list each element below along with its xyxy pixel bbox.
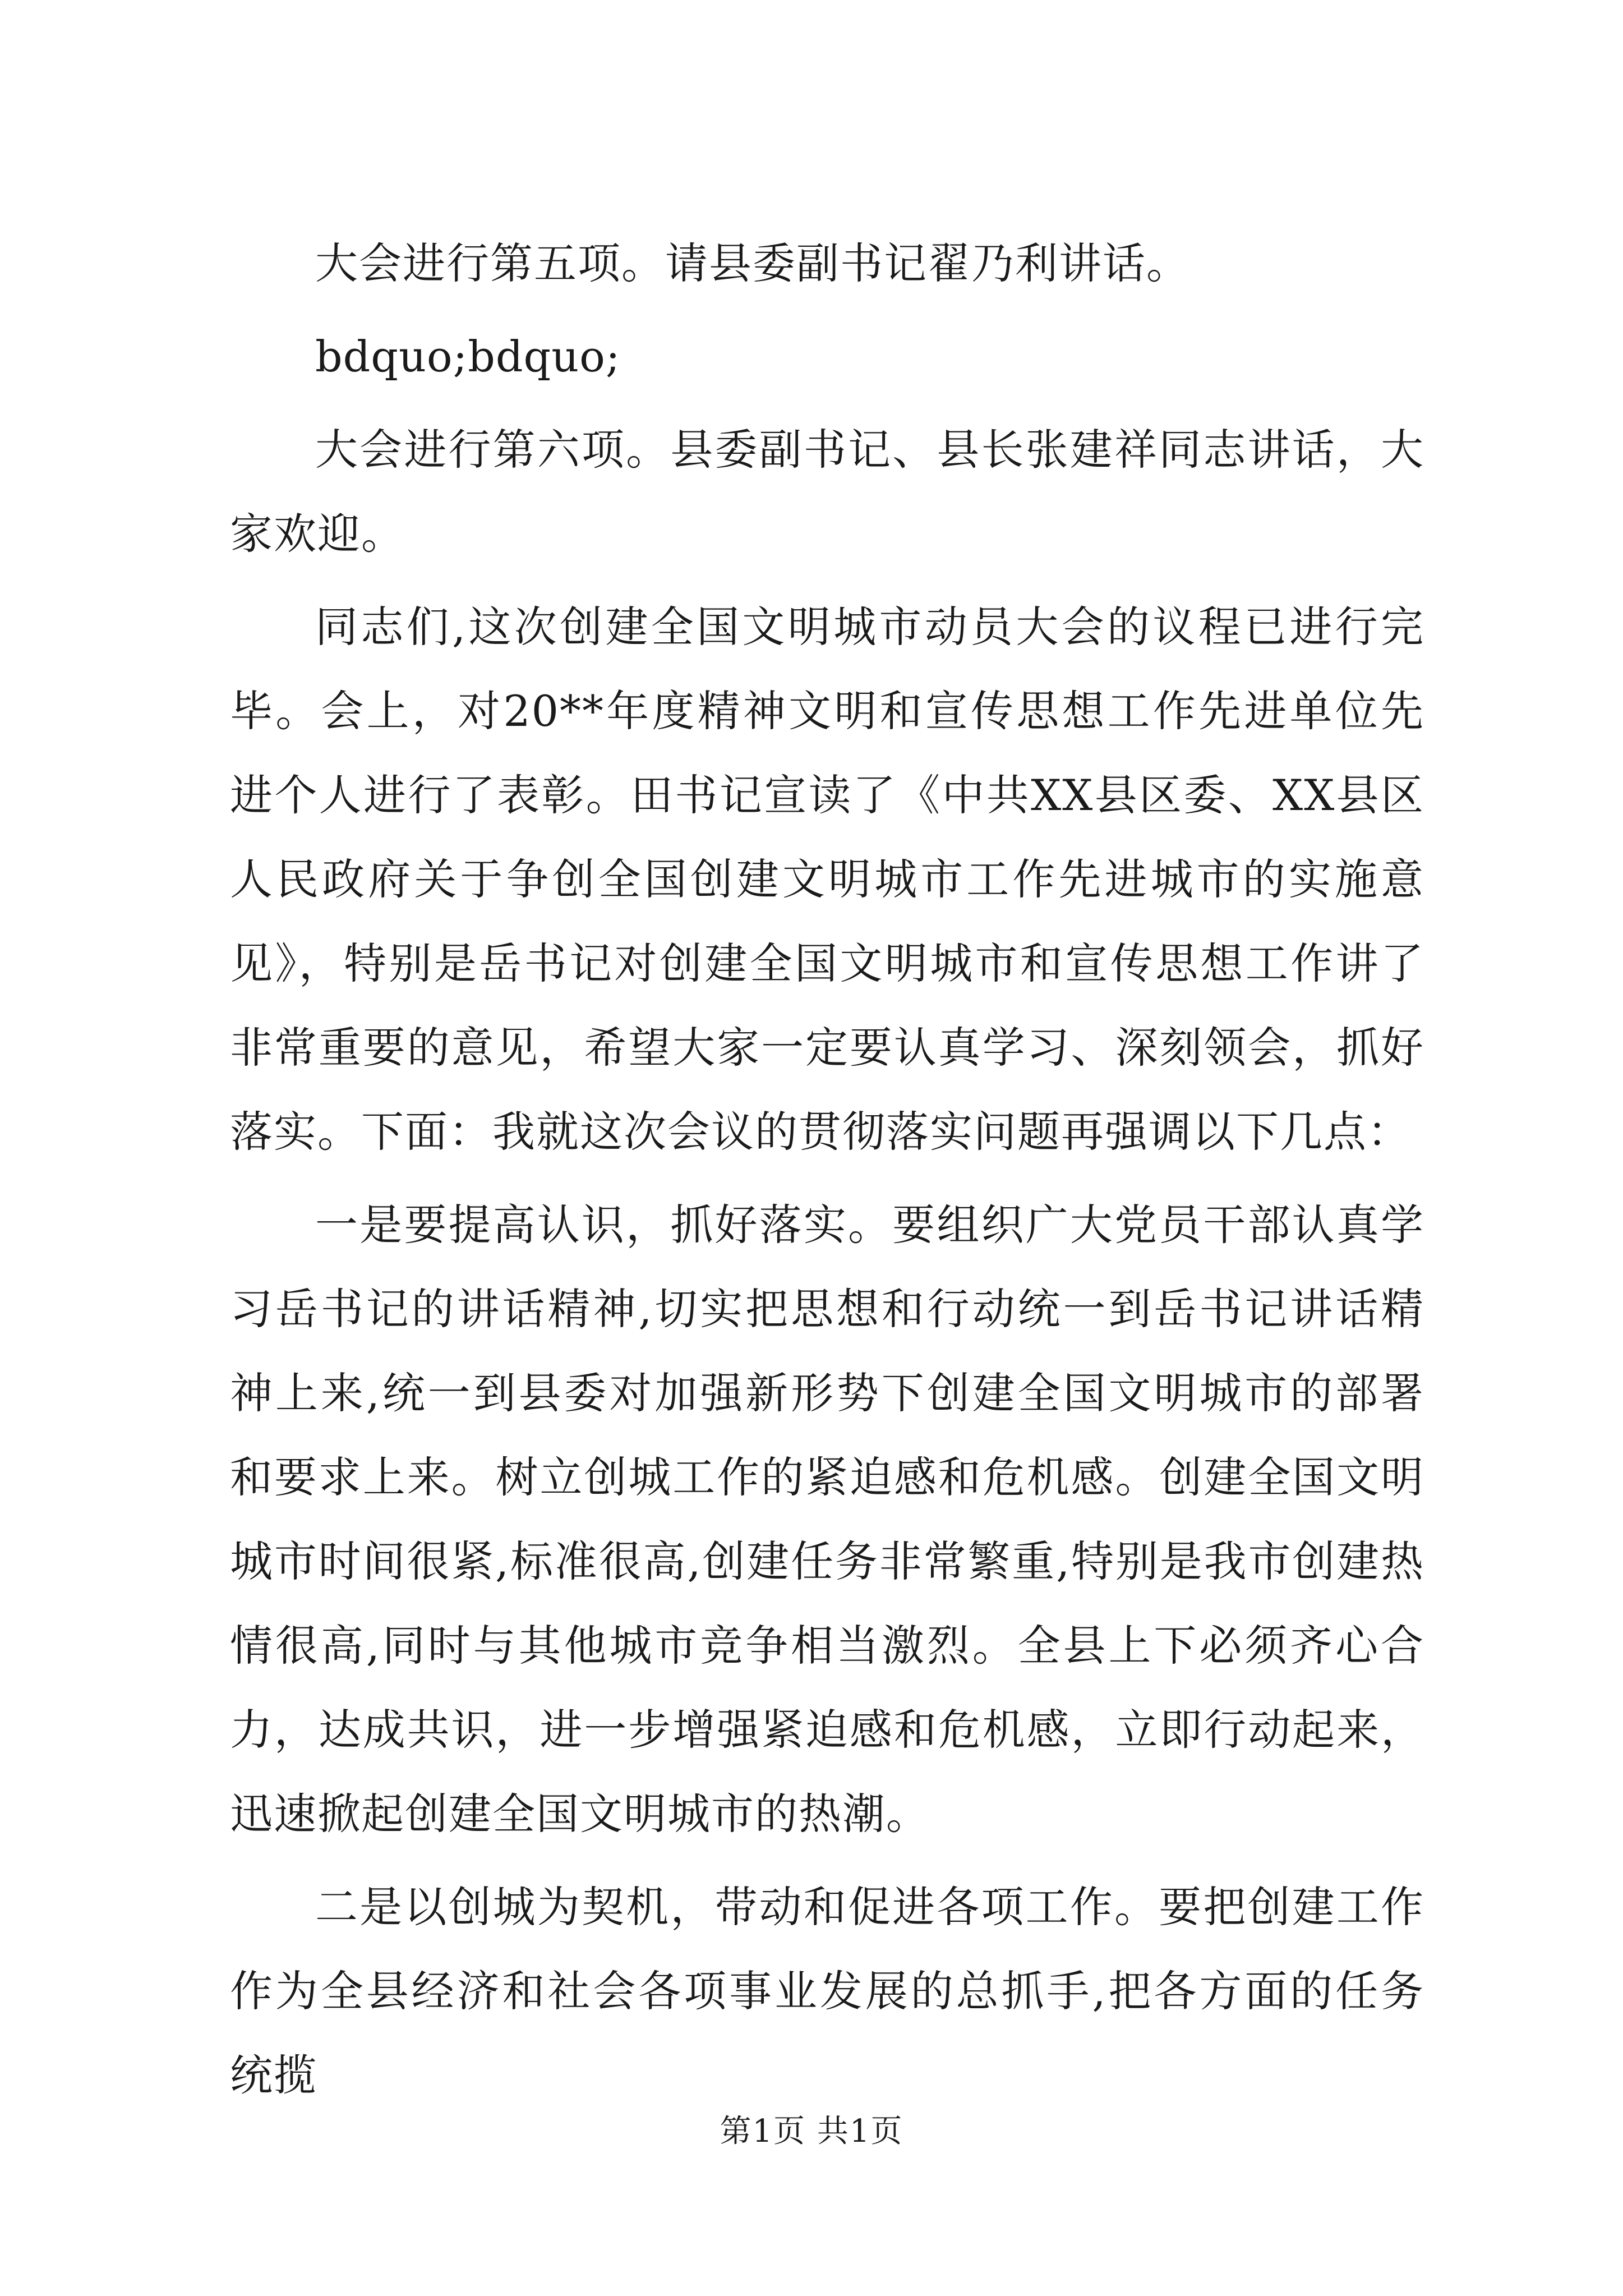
paragraph-point-one: 一是要提高认识，抓好落实。要组织广大党员干部认真学习岳书记的讲话精神,切实把思想和行动统一到岳书记讲话精神上来,统一到县委对加强新形势下创建全国文明城市的部署和要求上来。树立创城工作的紧迫感和危机感。创建全国文明城市时间很紧,标准很高,创建任务非常繁重,特别是我市创建热情很高,同时与其他城市竞争相当激烈。全县上下必须齐心合力，达成共识，进一步增强紧迫感和危机感，立即行动起来，迅速掀起创建全国文明城市的热潮。 bbox=[230, 1200, 1424, 1839]
document-body bbox=[230, 222, 1424, 2127]
paragraph-point-two: 二是以创城为契机，带动和促进各项工作。要把创建工作作为全县经济和社会各项事业发展的总抓手,把各方面的任务统揽 bbox=[230, 1882, 1424, 2100]
paragraph-placeholder-quotes: bdquo;bdquo; bbox=[315, 332, 621, 381]
paragraph-item-five: 大会进行第五项。请县委副书记翟乃利讲话。 bbox=[315, 238, 1190, 288]
paragraph-item-six: 大会进行第六项。县委副书记、县长张建祥同志讲话，大家欢迎。 bbox=[230, 425, 1424, 559]
paragraph-summary: 同志们,这次创建全国文明城市动员大会的议程已进行完毕。会上，对20**年度精神文明和宣传思想工作先进单位先进个人进行了表彰。田书记宣读了《中共XX县区委、XX县区人民政府关于争创全国创建文明城市工作先进城市的实施意见》，特别是岳书记对创建全国文明城市和宣传思想工作讲了非常重要的意见，希望大家一定要认真学习、深刻领会，抓好落实。下面：我就这次会议的贯彻落实问题再强调以下几点： bbox=[230, 602, 1424, 1157]
page-footer: 第1页 共1页 bbox=[720, 2113, 903, 2150]
